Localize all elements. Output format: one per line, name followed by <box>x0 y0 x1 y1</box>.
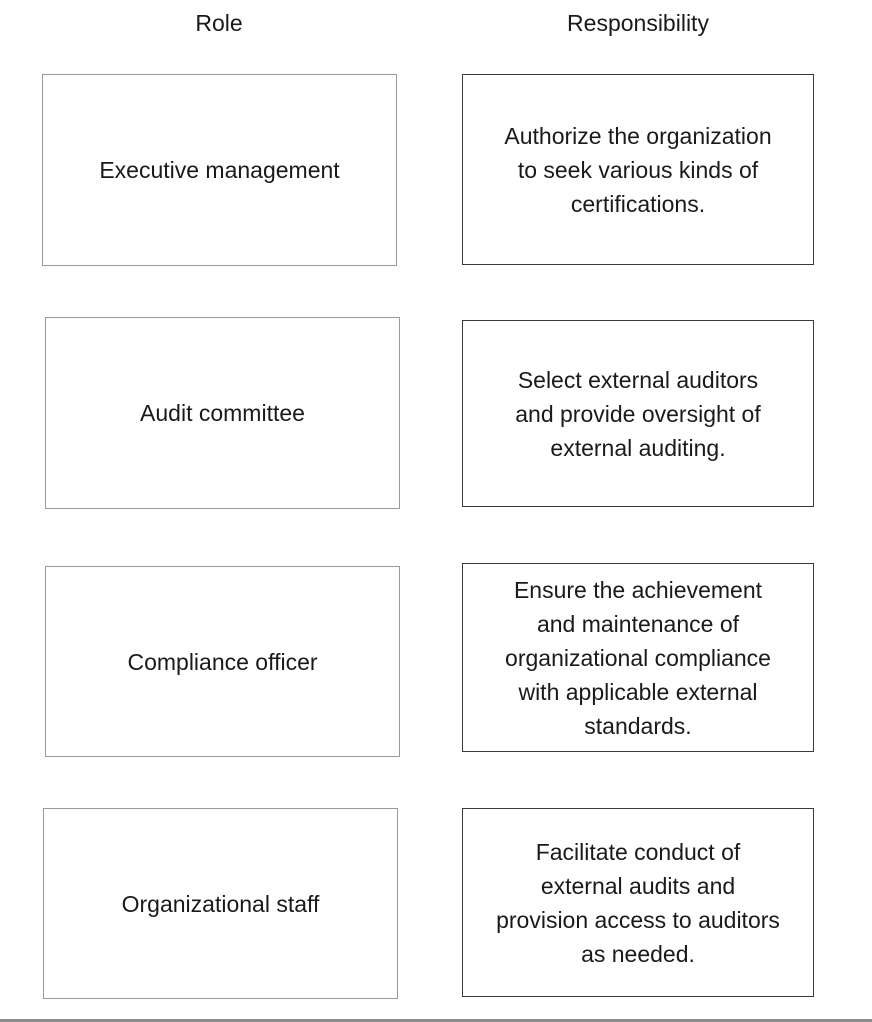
responsibility-line: external audits and <box>540 872 736 899</box>
responsibility-line: standards. <box>584 712 692 739</box>
responsibility-box-4[interactable] <box>462 808 814 997</box>
responsibility-line: and provide oversight of <box>515 400 761 427</box>
role-column-header: Role <box>195 10 243 36</box>
responsibility-text <box>504 119 771 221</box>
role-box-compliance-officer[interactable] <box>45 566 400 757</box>
responsibility-line: organizational compliance <box>505 644 771 671</box>
responsibility-line: Ensure the achievement <box>513 576 763 603</box>
responsibility-box-1[interactable] <box>462 74 814 265</box>
responsibility-line: Facilitate conduct of <box>535 838 741 865</box>
responsibility-text <box>505 573 771 743</box>
responsibility-line: to seek various kinds of <box>517 156 759 183</box>
responsibility-line: Authorize the organization <box>504 122 772 149</box>
responsibility-line: and maintenance of <box>536 610 740 637</box>
role-box-executive-management[interactable] <box>42 74 397 266</box>
responsibility-line: certifications. <box>570 190 706 217</box>
responsibility-text <box>515 363 761 465</box>
role-label: Audit committee <box>140 400 305 426</box>
role-box-organizational-staff[interactable] <box>43 808 398 999</box>
role-label: Organizational staff <box>121 890 320 917</box>
responsibility-line: as needed. <box>581 940 695 967</box>
responsibility-line: provision access to auditors <box>496 906 780 933</box>
responsibility-line: external auditing. <box>550 434 726 461</box>
role-label: Executive management <box>99 157 340 183</box>
responsibility-column-header: Responsibility <box>567 10 709 36</box>
responsibility-line: with applicable external <box>518 678 758 705</box>
role-label: Compliance officer <box>127 648 318 675</box>
responsibility-box-3[interactable] <box>462 563 814 752</box>
responsibility-line: Select external auditors <box>517 366 759 393</box>
responsibility-box-2[interactable] <box>462 320 814 507</box>
responsibility-text <box>496 835 780 971</box>
role-box-audit-committee[interactable] <box>45 317 400 509</box>
